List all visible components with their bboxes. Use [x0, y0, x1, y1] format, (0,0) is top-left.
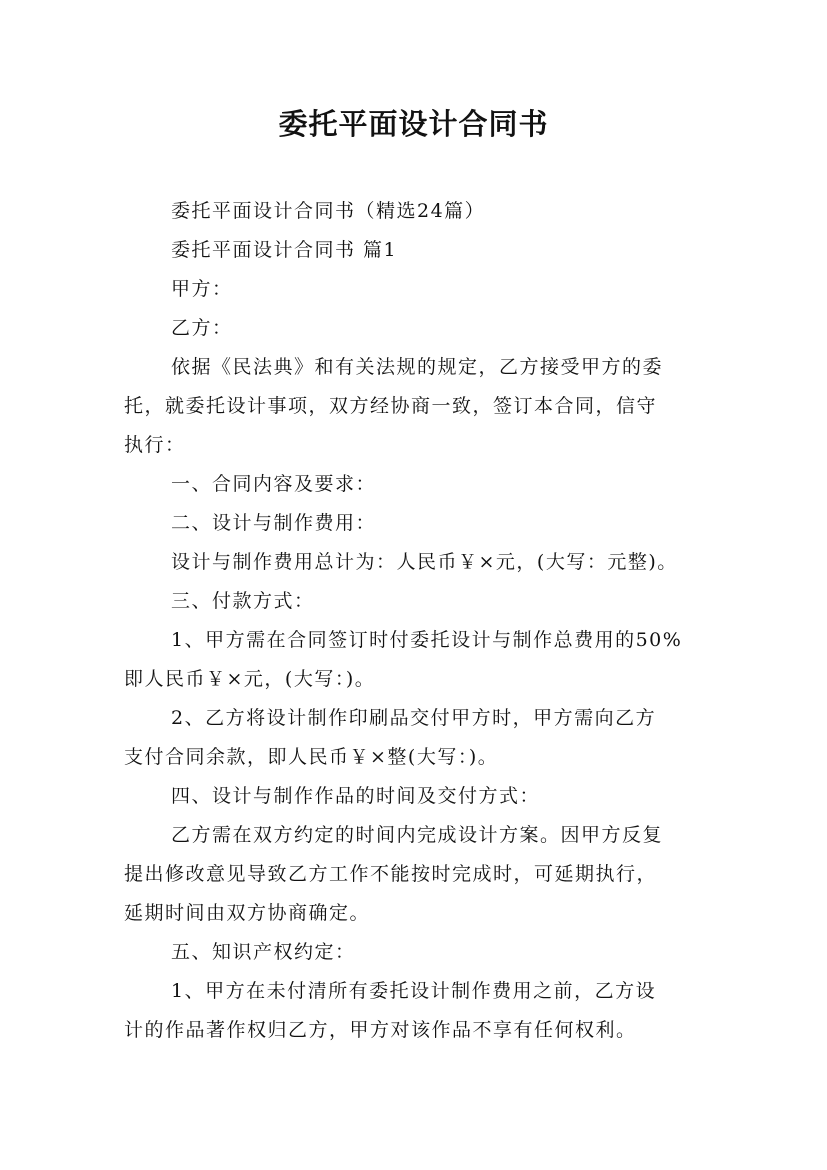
paragraph-line: 设计与制作费用总计为：人民币￥×元，(大写：元整)。 [171, 551, 678, 573]
paragraph-line: 依据《民法典》和有关法规的规定，乙方接受甲方的委 [171, 356, 664, 378]
paragraph-line: 五、知识产权约定： [171, 941, 356, 963]
paragraph-line: 托，就委托设计事项，双方经协商一致，签订本合同，信守 [124, 395, 658, 417]
paragraph-line: 计的作品著作权归乙方，甲方对该作品不享有任何权利。 [124, 1019, 637, 1041]
paragraph-line: 二、设计与制作费用： [171, 512, 377, 534]
paragraph-line: 甲方： [171, 278, 233, 300]
paragraph-line: 延期时间由双方协商确定。 [124, 902, 371, 924]
paragraph-line: 乙方需在双方约定的时间内完成设计方案。因甲方反复 [171, 824, 664, 846]
document-title: 委托平面设计合同书 [278, 107, 549, 141]
paragraph-line: 1、甲方在未付清所有委托设计制作费用之前，乙方设 [171, 980, 657, 1002]
paragraph-line: 即人民币￥×元，(大写：)。 [124, 668, 376, 690]
paragraph-line: 委托平面设计合同书（精选24篇） [171, 200, 486, 222]
paragraph-line: 一、合同内容及要求： [171, 473, 377, 495]
paragraph-line: 执行： [124, 434, 186, 456]
paragraph-line: 1、甲方需在合同签订时付委托设计与制作总费用的50% [171, 629, 683, 651]
paragraph-line: 四、设计与制作作品的时间及交付方式： [171, 785, 541, 807]
paragraph-line: 2、乙方将设计制作印刷品交付甲方时，甲方需向乙方 [171, 707, 657, 729]
paragraph-line: 乙方： [171, 317, 233, 339]
paragraph-line: 支付合同余款，即人民币￥×整(大写：)。 [124, 746, 499, 768]
paragraph-line: 三、付款方式： [171, 590, 315, 612]
paragraph-line: 提出修改意见导致乙方工作不能按时完成时，可延期执行， [124, 863, 658, 885]
paragraph-line: 委托平面设计合同书 篇1 [171, 239, 398, 261]
